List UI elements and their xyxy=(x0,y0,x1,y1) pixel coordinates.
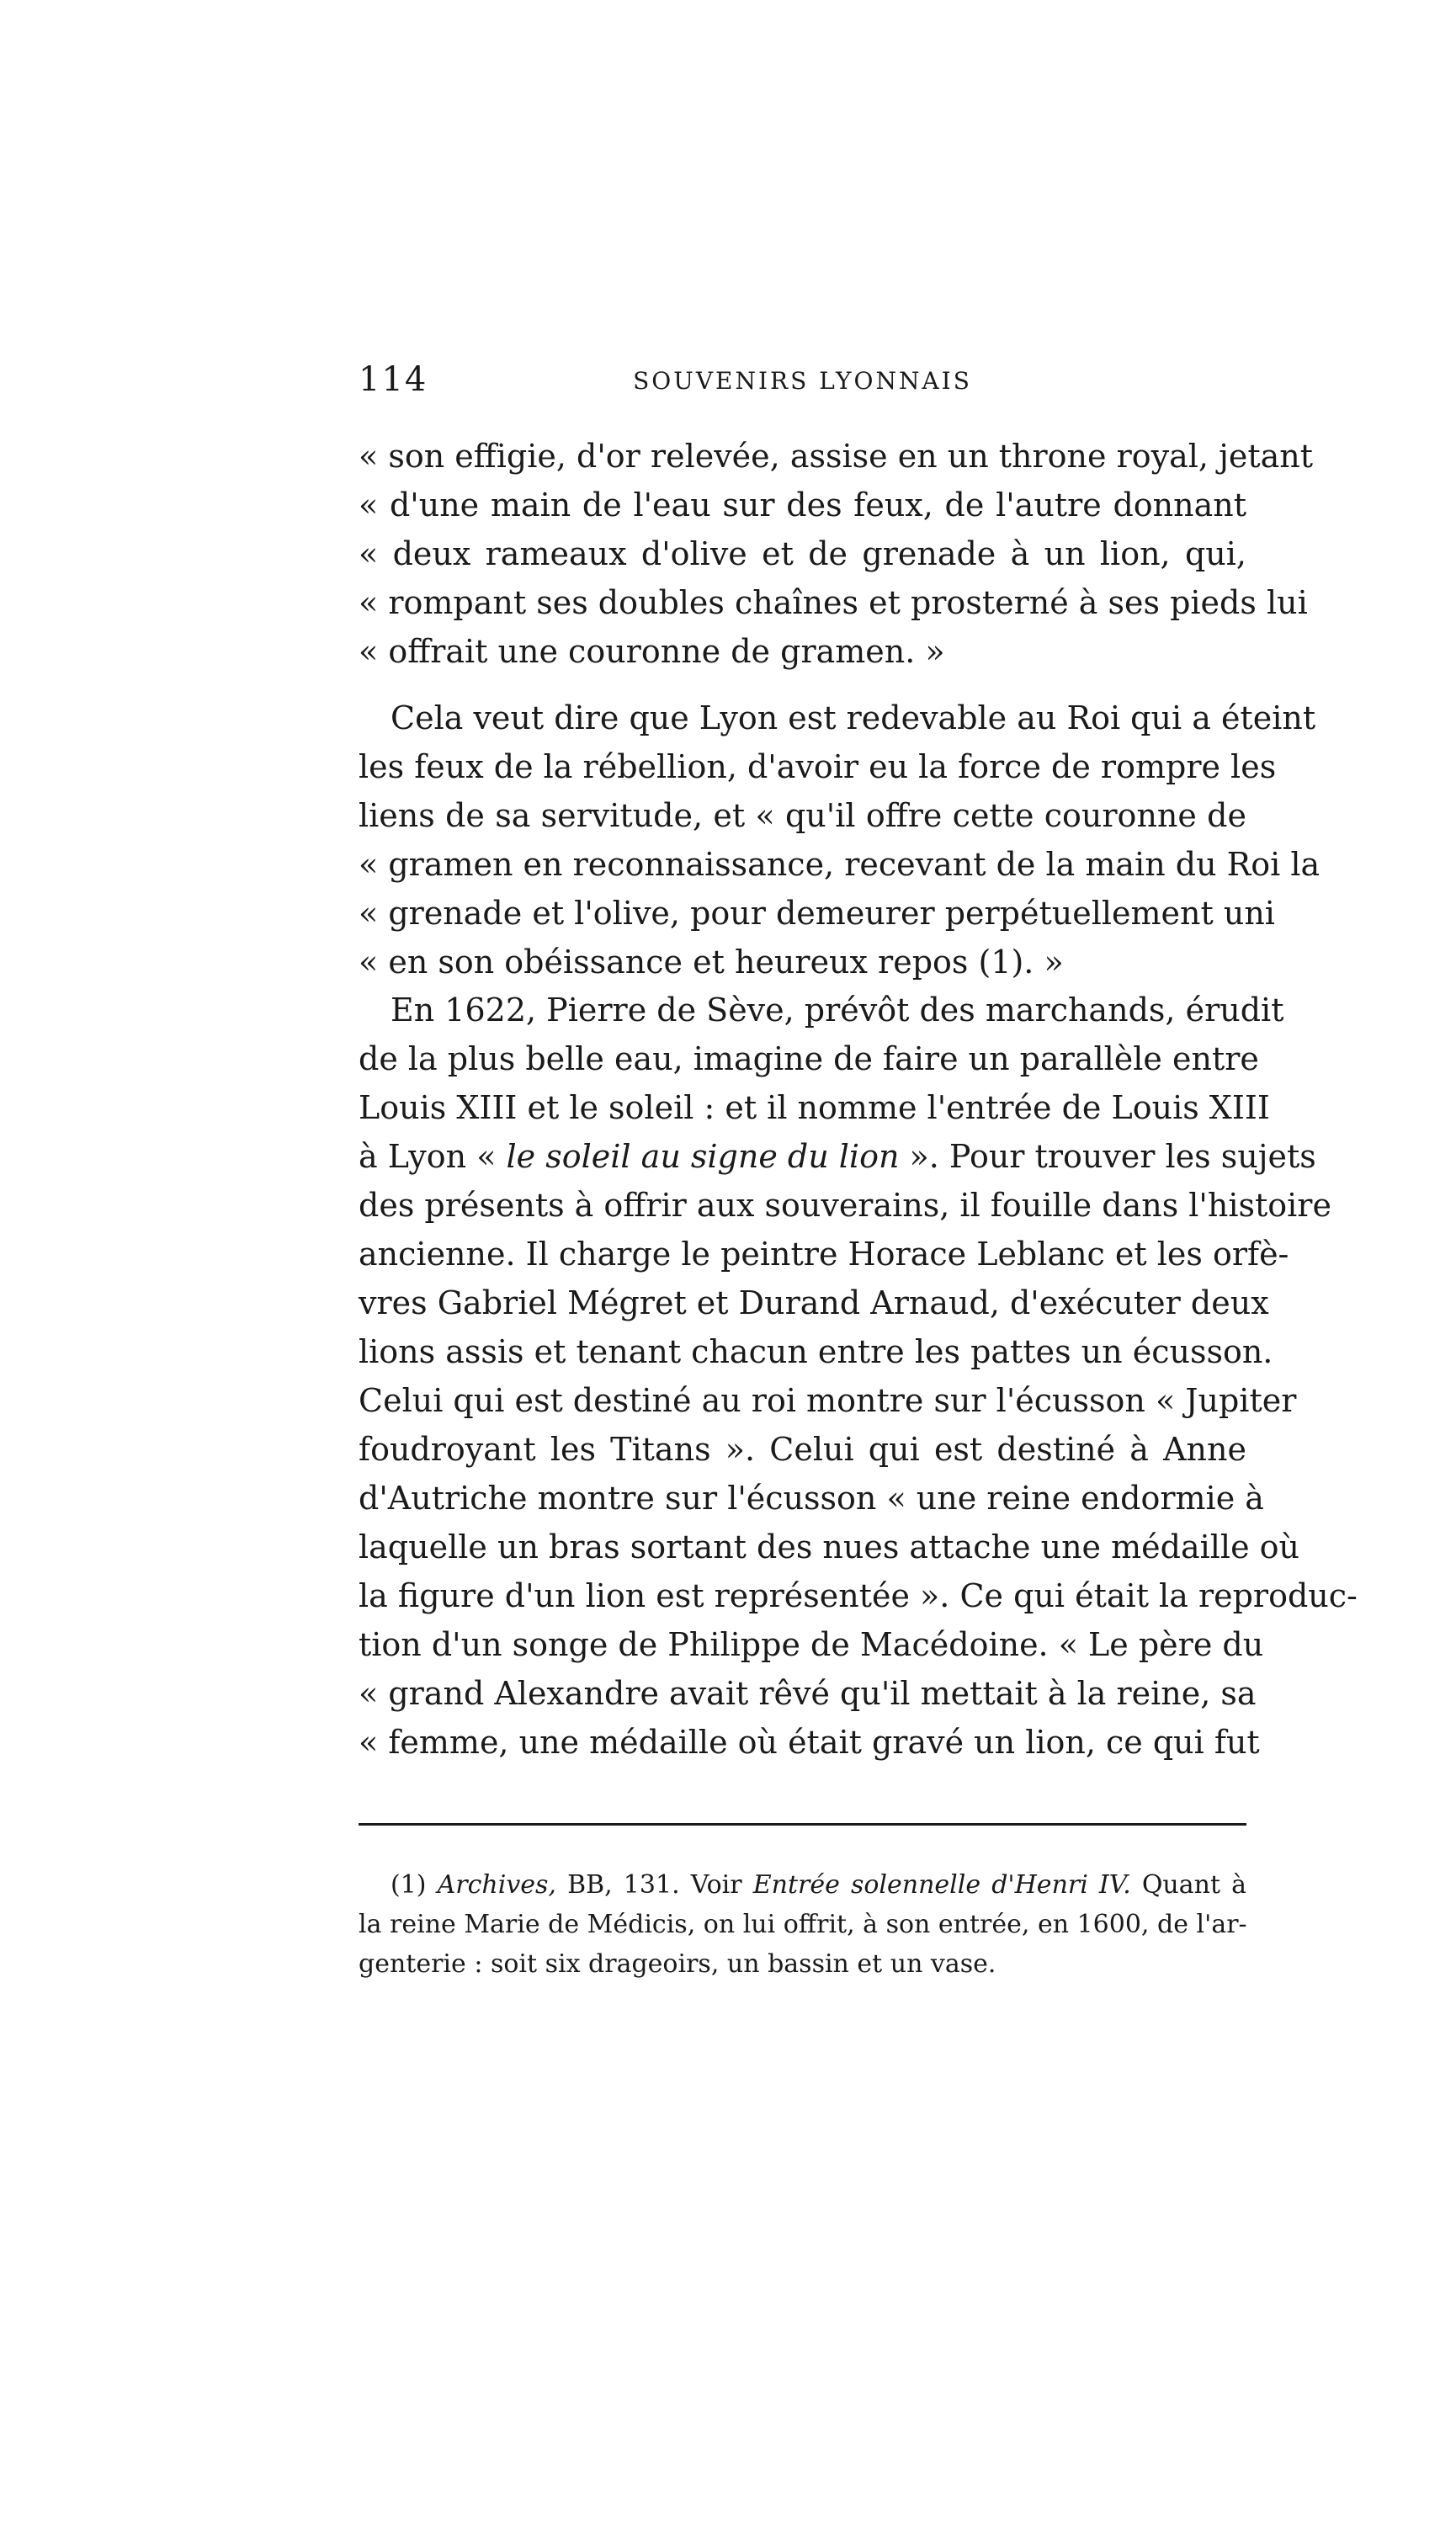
page-number: 114 xyxy=(359,360,428,399)
text-line: vres Gabriel Mégret et Durand Arnaud, d'exécuter deux xyxy=(359,1284,1269,1321)
text-line: foudroyant les Titans ». Celui qui est destiné à Anne xyxy=(359,1431,1246,1468)
text-line: « en son obéissance et heureux repos (1). » xyxy=(359,944,1064,981)
text-line: Louis XIII et le soleil : et il nomme l'entrée de Louis XIII xyxy=(359,1089,1270,1126)
text-line: Celui qui est destiné au roi montre sur l'écusson « Jupiter xyxy=(359,1382,1297,1419)
text-line: « rompant ses doubles chaînes et prosterné à ses pieds lui xyxy=(359,584,1308,621)
text-line: « d'une main de l'eau sur des feux, de l'autre donnant xyxy=(359,486,1246,524)
footnote-ref: BB, 131. Voir xyxy=(555,1870,753,1900)
text-line: lions assis et tenant chacun entre les pattes un écusson. xyxy=(359,1333,1273,1370)
footnote-line: la reine Marie de Médicis, on lui offrit, à son entrée, en 1600, de l'ar- xyxy=(359,1910,1247,1939)
text-line: « offrait une couronne de gramen. » xyxy=(359,633,945,670)
footnote-line xyxy=(359,1865,1246,1905)
text-line: de la plus belle eau, imagine de faire un parallèle entre xyxy=(359,1040,1259,1077)
text-line: liens de sa servitude, et « qu'il offre cette couronne de xyxy=(359,797,1246,834)
running-title: SOUVENIRS LYONNAIS xyxy=(633,367,972,395)
text-line: « deux rameaux d'olive et de grenade à un lion, qui, xyxy=(359,535,1246,572)
text-line: laquelle un bras sortant des nues attache une médaille où xyxy=(359,1528,1299,1566)
text-line: tion d'un songe de Philippe de Macédoine. « Le père du xyxy=(359,1626,1264,1663)
text-segment: ». Pour trouver les sujets xyxy=(899,1138,1316,1175)
text-line: En 1622, Pierre de Sève, prévôt des marchands, érudit xyxy=(391,991,1284,1029)
text-line: d'Autriche montre sur l'écusson « une reine endormie à xyxy=(359,1480,1264,1517)
text-line xyxy=(359,1132,1316,1181)
paragraph-3 xyxy=(359,986,1358,1767)
italic-title: le soleil au signe du lion xyxy=(506,1138,900,1175)
text-line: ancienne. Il charge le peintre Horace Leblanc et les orfè- xyxy=(359,1236,1289,1273)
text-line: les feux de la rébellion, d'avoir eu la force de rompre les xyxy=(359,748,1277,785)
footnote-rule xyxy=(359,1823,1246,1826)
footnote-marker: (1) xyxy=(391,1870,438,1900)
text-line: « son effigie, d'or relevée, assise en un throne royal, jetant xyxy=(359,438,1314,475)
text-line: « femme, une médaille où était gravé un lion, ce qui fut xyxy=(359,1724,1260,1761)
footnote-title: Entrée solennelle d'Henri IV. xyxy=(752,1870,1131,1900)
paragraph-1 xyxy=(359,432,1314,676)
text-line: Cela veut dire que Lyon est redevable au Roi qui a éteint xyxy=(391,699,1316,736)
footnote-archives: Archives, xyxy=(437,1870,556,1900)
text-line: la figure d'un lion est représentée ». Ce qui était la reproduc- xyxy=(359,1577,1358,1614)
footnote-line: genterie : soit six drageoirs, un bassin et un vase. xyxy=(359,1949,996,1979)
running-head xyxy=(359,360,1246,411)
text-line: « grand Alexandre avait rêvé qu'il mettait à la reine, sa xyxy=(359,1675,1257,1712)
footnote-text: Quant à xyxy=(1130,1870,1247,1900)
text-segment: à Lyon « xyxy=(359,1138,507,1175)
text-line: « grenade et l'olive, pour demeurer perpétuellement uni xyxy=(359,895,1275,932)
text-line: des présents à offrir aux souverains, il fouille dans l'histoire xyxy=(359,1187,1331,1224)
text-line: « gramen en reconnaissance, recevant de la main du Roi la xyxy=(359,846,1320,883)
paragraph-2 xyxy=(359,694,1320,986)
footnote xyxy=(359,1865,1246,1984)
